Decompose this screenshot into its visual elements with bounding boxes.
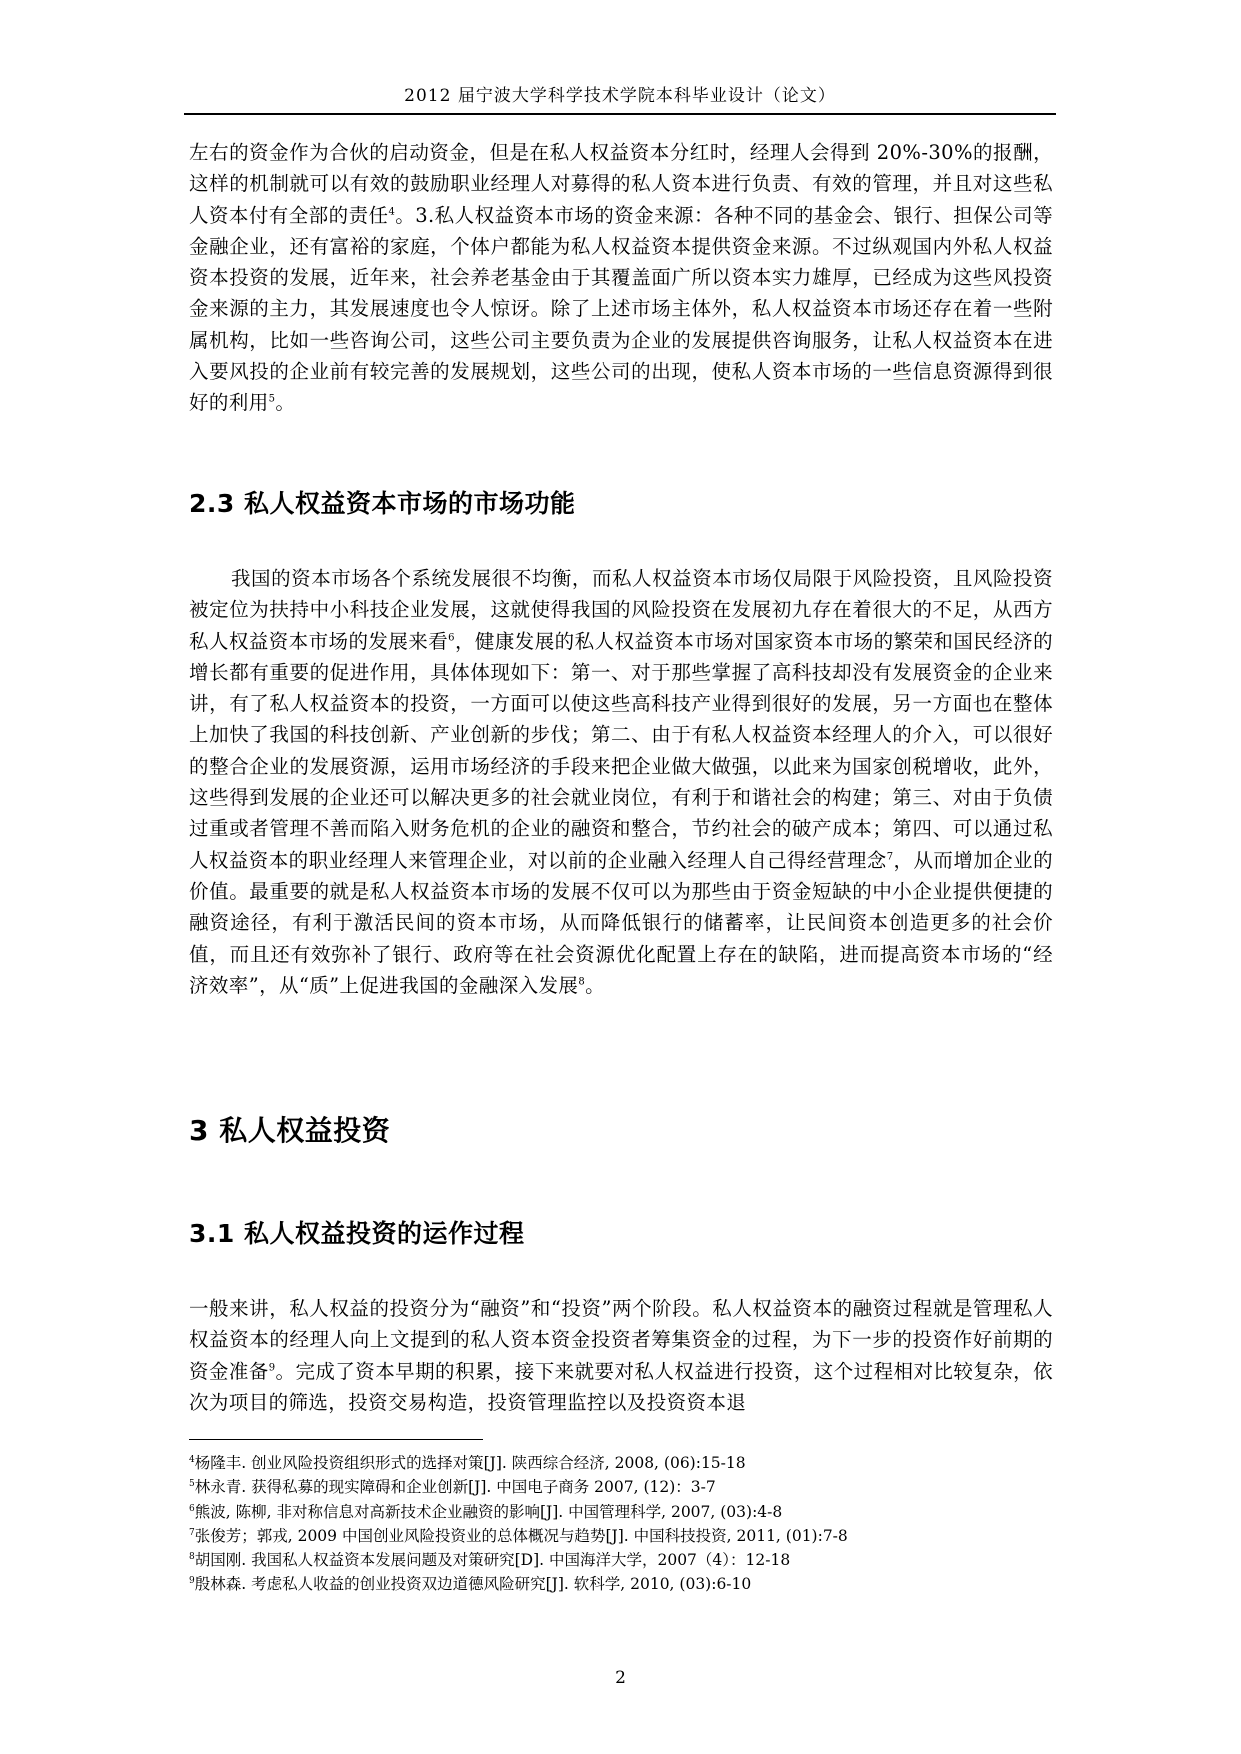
footnote-mark: 4 — [189, 1454, 195, 1465]
footnote-text: 林永青. 获得私募的现实障碍和企业创新[J]. 中国电子商务 2007, (12)：3-7 — [194, 1478, 716, 1497]
footnote-ref[interactable]: 5 — [268, 393, 276, 405]
paragraph-text: 。3.私人权益资本市场的资金来源：各种不同的基金会、银行、担保公司等金融企业，还有富裕的家庭，个体户都能为私人权益资本提供资金来源。不过纵观国内外私人权益资本投资的发展，近年来，社会养老基金由于其覆盖面广所以资本实力雄厚，已经成为这些风投资金来源的主力，其发展速度也令人惊讶。除了上述市场主体外，私人权益资本市场还存在着一些附属机构，比如一些咨询公司，这些公司主要负责为企业的发展提供咨询服务，让私人权益资本在进入要风投的企业前有较完善的发展规划，这些公司的出现，使私人资本市场的一些信息资源得到很好的利用 — [189, 203, 1053, 415]
paragraph-text: ，健康发展的私人权益资本市场对国家资本市场的繁荣和国民经济的增长都有重要的促进作用，具体体现如下：第一、对于那些掌握了高科技却没有发展资金的企业来讲，有了私人权益资本的投资，一方面可以使这些高科技产业得到很好的发展，另一方面也在整体上加快了我国的科技创新、产业创新的步伐；第二、由于有私人权益资本经理人的介入，可以很好的整合企业的发展资源，运用市场经济的手段来把企业做大做强，以此来为国家创税增收，此外，这些得到发展的企业还可以解决更多的社会就业岗位，有利于和谐社会的构建；第三、对由于负债过重或者管理不善而陷入财务危机的企业的融资和整合，节约社会的破产成本；第四、可以通过私人权益资本的职业经理人来管理企业，对以前的企业融入经理人自己得经营理念 — [189, 629, 1053, 872]
footnote-ref[interactable]: 7 — [886, 851, 894, 863]
footnote-ref[interactable]: 6 — [448, 632, 455, 644]
footnote-item — [189, 1500, 1053, 1524]
page-number: 2 — [615, 1668, 626, 1688]
footnote-text: 熊波, 陈柳, 非对称信息对高新技术企业融资的影响[J]. 中国管理科学, 2007, (03):4-8 — [194, 1502, 783, 1521]
paragraph-funding-sources — [189, 137, 1053, 419]
header-rule — [184, 113, 1056, 115]
footnote-text: 殷林森. 考虑私人收益的创业投资双边道德风险研究[J]. 软科学, 2010, (03):6-10 — [194, 1575, 752, 1594]
running-header: 2012 届宁波大学科学技术学院本科毕业设计（论文） — [404, 86, 836, 106]
paragraph-text: 我国的资本市场各个系统发展很不均衡，而私人权益资本市场仅局限于风险投资，且风险投资被定位为扶持中小科技企业发展，这就使得我国的风险投资在发展初九存在着很大的不足，从西方私人权益资本市场的发展来看 — [189, 567, 1053, 653]
paragraph-text: 左右的资金作为合伙的启动资金，但是在私人权益资本分红时，经理人会得到 20%-30%的报酬，这样的机制就可以有效的鼓励职业经理人对募得的私人资本进行负责、有效的管理，并且对这些私人资本付有全部的责任 — [189, 141, 1053, 227]
paragraph-market-functions — [189, 563, 1053, 1001]
footnote-list — [189, 1451, 1053, 1597]
footnote-item — [189, 1451, 1053, 1475]
section-heading-2-3: 2.3 私人权益资本市场的市场功能 — [189, 489, 576, 518]
footnote-mark: 6 — [189, 1503, 195, 1514]
footnote-text: 张俊芳；郭戎, 2009 中国创业风险投资业的总体概况与趋势[J]. 中国科技投资, 2011, (01):7-8 — [194, 1526, 848, 1545]
footnote-item — [189, 1572, 1053, 1596]
paragraph-text: 。 — [585, 973, 605, 997]
paragraph-text: 一般来讲，私人权益的投资分为“融资”和“投资”两个阶段。私人权益资本的融资过程就是管理私人权益资本的经理人向上文提到的私人资本资金投资者筹集资金的过程，为下一步的投资作好前期的资金准备 — [189, 1297, 1053, 1383]
footnote-mark: 5 — [189, 1479, 195, 1490]
chapter-heading-3: 3 私人权益投资 — [189, 1114, 391, 1147]
footnote-item — [189, 1524, 1053, 1548]
paragraph-text: ，从而增加企业的价值。最重要的就是私人权益资本市场的发展不仅可以为那些由于资金短缺的中小企业提供便捷的融资途径，有利于激活民间的资本市场，从而降低银行的储蓄率，让民间资本创造更多的社会价值，而且还有效弥补了银行、政府等在社会资源优化配置上存在的缺陷，进而提高资本市场的“经济效率”，从“质”上促进我国的金融深入发展 — [189, 848, 1053, 997]
section-heading-3-1: 3.1 私人权益投资的运作过程 — [189, 1219, 525, 1248]
footnote-ref[interactable]: 8 — [578, 976, 586, 988]
paragraph-text: 。 — [275, 391, 296, 415]
footnote-item — [189, 1548, 1053, 1572]
footnote-mark: 8 — [189, 1552, 195, 1563]
footnote-ref[interactable]: 9 — [268, 1362, 276, 1374]
footnote-mark: 7 — [189, 1527, 195, 1538]
paragraph-text: 。完成了资本早期的积累，接下来就要对私人权益进行投资，这个过程相对比较复杂，依次为项目的筛选，投资交易构造，投资管理监控以及投资资本退 — [189, 1359, 1053, 1414]
footnote-text: 杨隆丰. 创业风险投资组织形式的选择对策[J]. 陕西综合经济, 2008, (06):15-18 — [194, 1454, 746, 1472]
footnote-mark: 9 — [189, 1576, 195, 1587]
paragraph-operation-process — [189, 1293, 1053, 1418]
footnote-separator — [189, 1439, 483, 1440]
footnote-ref[interactable]: 4 — [388, 206, 396, 218]
footnote-text: 胡国刚. 我国私人权益资本发展问题及对策研究[D]. 中国海洋大学，2007（4）：12-18 — [194, 1551, 791, 1570]
footnote-item — [189, 1475, 1053, 1499]
